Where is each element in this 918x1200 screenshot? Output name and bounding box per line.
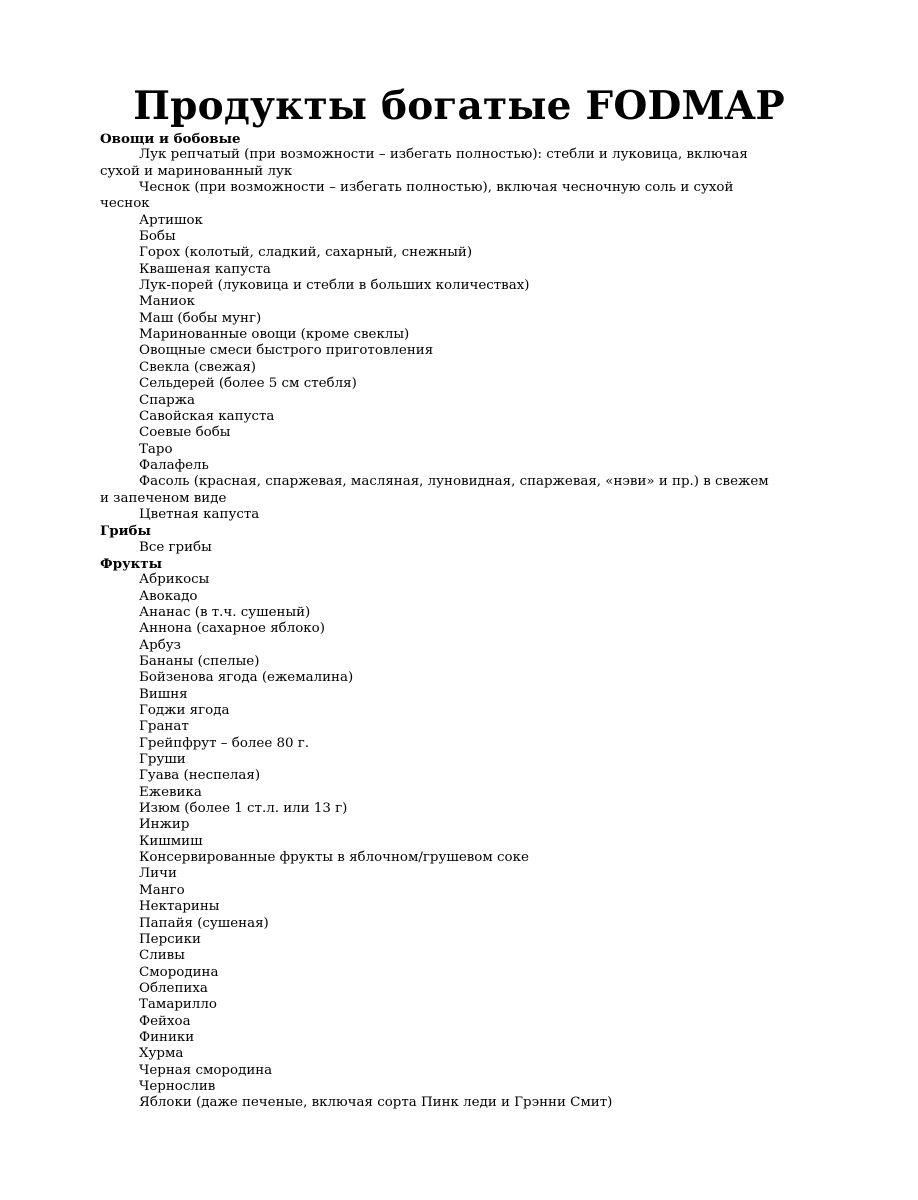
section-heading: Грибы — [100, 523, 151, 540]
list-item: Овощные смеси быстрого приготовления — [139, 343, 434, 359]
list-item: Фасоль (красная, спаржевая, масляная, луновидная, спаржевая, «нэви» и пр.) в свежем и запеченом виде — [100, 474, 769, 506]
list-item: Савойская капуста — [139, 408, 275, 424]
list-item: Гуава (неспелая) — [139, 768, 261, 784]
list-item: Фалафель — [139, 457, 209, 473]
list-item: Тамарилло — [139, 997, 217, 1013]
list-item: Свекла (свежая) — [139, 359, 256, 375]
list-item: Таро — [139, 441, 173, 457]
section-heading: Фрукты — [100, 555, 163, 572]
list-item: Бойзенова ягода (ежемалина) — [139, 670, 354, 686]
list-item: Годжи ягода — [139, 703, 230, 719]
list-item: Лук репчатый (при возможности – избегать полностью): стебли и луковица, включая сухой и маринованный лук — [100, 147, 748, 179]
list-item: Все грибы — [139, 539, 212, 555]
list-item: Цветная капуста — [139, 506, 260, 522]
list-item: Абрикосы — [139, 572, 210, 588]
list-item: Консервированные фрукты в яблочном/грушевом соке — [139, 850, 529, 866]
list-item: Маринованные овощи (кроме свеклы) — [139, 327, 410, 343]
list-item: Авокадо — [139, 588, 198, 604]
list-item: Маниок — [139, 294, 195, 310]
list-item: Ананас (в т.ч. сушеный) — [139, 604, 311, 620]
list-item: Лук-порей (луковица и стебли в больших количествах) — [139, 278, 530, 294]
list-item: Фейхоа — [139, 1013, 191, 1029]
list-item: Хурма — [139, 1046, 184, 1062]
document-body — [100, 131, 780, 1112]
list-item: Манго — [139, 882, 185, 898]
list-item: Аннона (сахарное яблоко) — [139, 621, 325, 637]
list-item: Персики — [139, 931, 201, 947]
list-item: Яблоки (даже печеные, включая сорта Пинк леди и Грэнни Смит) — [139, 1095, 613, 1111]
list-item: Смородина — [139, 964, 219, 980]
list-item: Квашеная капуста — [139, 261, 271, 277]
list-item: Маш (бобы мунг) — [139, 310, 262, 326]
list-item: Нектарины — [139, 899, 220, 915]
list-item: Артишок — [139, 212, 203, 228]
list-item: Сливы — [139, 948, 185, 964]
list-item: Соевые бобы — [139, 425, 231, 441]
list-item: Сельдерей (более 5 см стебля) — [139, 376, 357, 392]
list-item: Гранат — [139, 719, 189, 735]
list-item: Черная смородина — [139, 1062, 273, 1078]
list-item: Горох (колотый, сладкий, сахарный, снежный) — [139, 245, 473, 261]
section-heading: Овощи и бобовые — [100, 131, 241, 147]
list-item: Финики — [139, 1029, 195, 1045]
list-item: Папайя (сушеная) — [139, 915, 269, 931]
list-item: Вишня — [139, 686, 188, 702]
list-item: Облепиха — [139, 980, 208, 996]
list-item: Личи — [139, 866, 177, 882]
list-item: Инжир — [139, 817, 190, 833]
page-title: Продукты богатые FODMAP — [133, 83, 785, 129]
list-item: Бананы (спелые) — [139, 654, 260, 669]
list-item: Чернослив — [139, 1078, 216, 1094]
list-item: Чеснок (при возможности – избегать полностью), включая чесночную соль и сухой чеснок — [100, 180, 734, 212]
list-item: Бобы — [139, 229, 176, 245]
list-item: Арбуз — [139, 637, 181, 653]
list-item: Ежевика — [139, 784, 202, 800]
list-item: Кишмиш — [139, 833, 203, 849]
list-item: Грейпфрут – более 80 г. — [139, 735, 310, 751]
list-item: Изюм (более 1 ст.л. или 13 г) — [139, 801, 348, 817]
list-item: Спаржа — [139, 392, 196, 408]
list-item: Груши — [139, 752, 186, 768]
